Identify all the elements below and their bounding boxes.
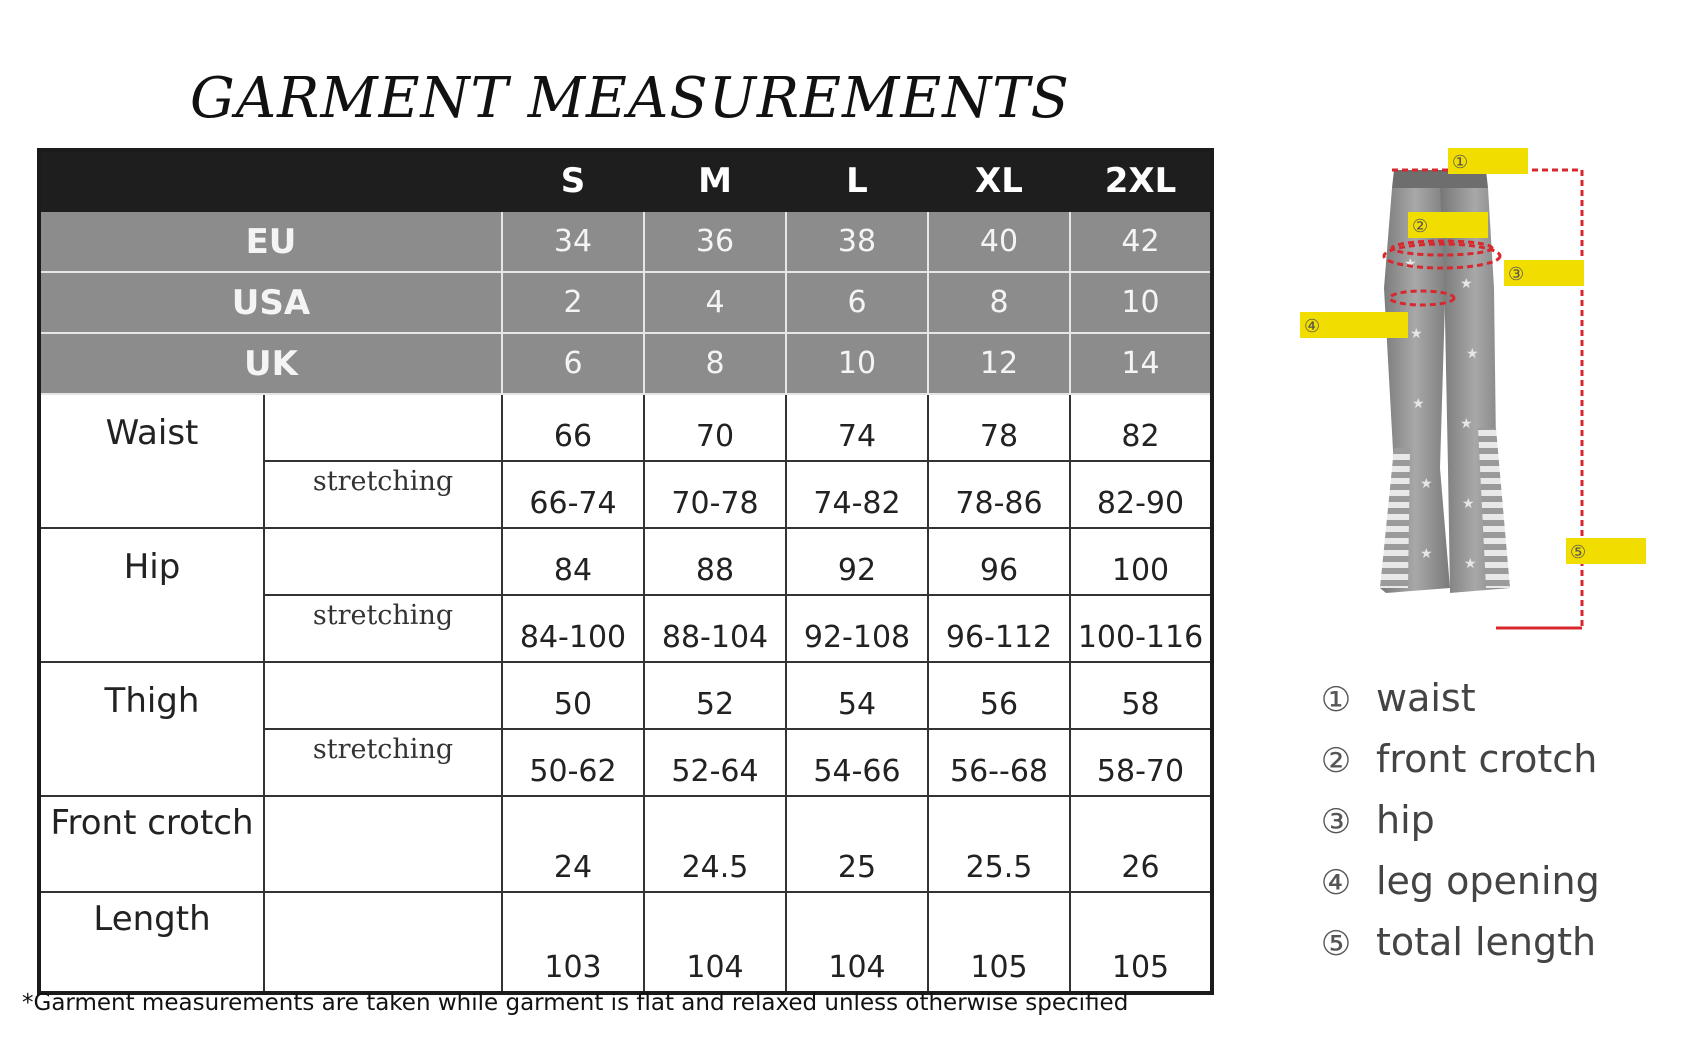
empty-sublabel [264, 796, 502, 892]
length-value: 104 [786, 892, 928, 993]
size-header-s: S [502, 150, 644, 211]
circled-number-4-icon: ④ [1320, 863, 1352, 903]
region-label: USA [39, 272, 502, 333]
size-header-xl: XL [928, 150, 1070, 211]
region-value: 14 [1070, 333, 1212, 394]
region-value: 42 [1070, 211, 1212, 272]
length-row [39, 892, 1212, 993]
star-icon: ★ [1412, 396, 1425, 412]
thigh-stretch-value: 52-64 [644, 729, 786, 796]
circled-number-2-icon: ② [1320, 741, 1352, 781]
region-value: 40 [928, 211, 1070, 272]
waist-row [39, 394, 1212, 461]
length-value: 105 [1070, 892, 1212, 993]
jeans-diagram [1300, 148, 1700, 648]
waist-stretch-value: 82-90 [1070, 461, 1212, 528]
thigh-stretch-value: 50-62 [502, 729, 644, 796]
region-value: 10 [1070, 272, 1212, 333]
region-row-uk [39, 333, 1212, 394]
hip-stretch-value: 92-108 [786, 595, 928, 662]
star-icon: ★ [1460, 416, 1473, 432]
waist-stretch-value: 70-78 [644, 461, 786, 528]
region-value: 6 [786, 272, 928, 333]
region-row-eu [39, 211, 1212, 272]
waist-stretch-value: 78-86 [928, 461, 1070, 528]
region-row-usa [39, 272, 1212, 333]
waist-stretch-value: 74-82 [786, 461, 928, 528]
size-header-l: L [786, 150, 928, 211]
hip-value: 100 [1070, 528, 1212, 595]
thigh-value: 58 [1070, 662, 1212, 729]
thigh-value: 56 [928, 662, 1070, 729]
region-value: 6 [502, 333, 644, 394]
front-crotch-value: 24 [502, 796, 644, 892]
size-header-2xl: 2XL [1070, 150, 1212, 211]
hip-value: 88 [644, 528, 786, 595]
marker-5 [1566, 538, 1646, 564]
region-value: 8 [644, 333, 786, 394]
empty-sublabel [264, 394, 502, 461]
waist-value: 82 [1070, 394, 1212, 461]
legend-label: front crotch [1376, 737, 1598, 781]
svg-text:①: ① [1452, 152, 1469, 173]
size-header-row [39, 150, 1212, 211]
svg-text:③: ③ [1508, 264, 1525, 285]
marker-1 [1448, 148, 1528, 174]
legend-item [1318, 729, 1600, 790]
circled-number-1-icon: ① [1320, 680, 1352, 720]
region-label: EU [39, 211, 502, 272]
region-value: 2 [502, 272, 644, 333]
front-crotch-value: 24.5 [644, 796, 786, 892]
front-crotch-row [39, 796, 1212, 892]
thigh-value: 54 [786, 662, 928, 729]
empty-sublabel [264, 892, 502, 993]
header-corner [39, 150, 502, 211]
front-crotch-value: 26 [1070, 796, 1212, 892]
hip-value: 84 [502, 528, 644, 595]
legend-label: waist [1376, 676, 1476, 720]
front-crotch-value: 25.5 [928, 796, 1070, 892]
legend-label: leg opening [1376, 859, 1600, 903]
region-value: 4 [644, 272, 786, 333]
thigh-label: Thigh [39, 662, 264, 796]
hip-value: 96 [928, 528, 1070, 595]
legend-label: total length [1376, 920, 1597, 964]
size-header-m: M [644, 150, 786, 211]
page-title: GARMENT MEASUREMENTS [190, 66, 1070, 131]
marker-4 [1300, 312, 1408, 338]
marker-2 [1408, 212, 1488, 238]
region-label: UK [39, 333, 502, 394]
stretching-label: stretching [264, 461, 502, 528]
star-icon: ★ [1420, 546, 1433, 562]
legend-item [1318, 790, 1600, 851]
thigh-stretch-value: 56--68 [928, 729, 1070, 796]
thigh-stretch-value: 58-70 [1070, 729, 1212, 796]
svg-text:②: ② [1412, 216, 1429, 237]
thigh-value: 52 [644, 662, 786, 729]
hip-value: 92 [786, 528, 928, 595]
front-crotch-label: Front crotch [39, 796, 264, 892]
region-value: 12 [928, 333, 1070, 394]
star-icon: ★ [1464, 556, 1477, 572]
svg-text:④: ④ [1304, 316, 1321, 337]
thigh-value: 50 [502, 662, 644, 729]
waist-value: 70 [644, 394, 786, 461]
legend-item [1318, 912, 1600, 973]
diagram-legend [1318, 668, 1600, 973]
hip-label: Hip [39, 528, 264, 662]
svg-text:⑤: ⑤ [1570, 542, 1587, 563]
hip-stretch-value: 96-112 [928, 595, 1070, 662]
region-value: 10 [786, 333, 928, 394]
length-value: 104 [644, 892, 786, 993]
jeans-left-stripe-panel [1380, 448, 1410, 588]
empty-sublabel [264, 528, 502, 595]
hip-row [39, 528, 1212, 595]
star-icon: ★ [1466, 346, 1479, 362]
hip-stretch-value: 100-116 [1070, 595, 1212, 662]
legend-item [1318, 668, 1600, 729]
thigh-row [39, 662, 1212, 729]
size-chart-table [37, 148, 1214, 995]
star-icon: ★ [1420, 476, 1433, 492]
legend-item [1318, 851, 1600, 912]
thigh-stretch-value: 54-66 [786, 729, 928, 796]
hip-stretch-value: 88-104 [644, 595, 786, 662]
region-value: 8 [928, 272, 1070, 333]
footnote: *Garment measurements are taken while garment is flat and relaxed unless otherwise specified [22, 990, 1129, 1016]
waist-label: Waist [39, 394, 264, 528]
front-crotch-value: 25 [786, 796, 928, 892]
star-icon: ★ [1410, 326, 1423, 342]
length-value: 103 [502, 892, 644, 993]
circled-number-3-icon: ③ [1320, 802, 1352, 842]
star-icon: ★ [1460, 276, 1473, 292]
waist-value: 66 [502, 394, 644, 461]
stretching-label: stretching [264, 595, 502, 662]
waist-value: 74 [786, 394, 928, 461]
length-label: Length [39, 892, 264, 993]
stretching-label: stretching [264, 729, 502, 796]
waist-stretch-value: 66-74 [502, 461, 644, 528]
length-value: 105 [928, 892, 1070, 993]
star-icon: ★ [1404, 256, 1417, 272]
region-value: 36 [644, 211, 786, 272]
marker-3 [1504, 260, 1584, 286]
empty-sublabel [264, 662, 502, 729]
star-icon: ★ [1462, 496, 1475, 512]
region-value: 34 [502, 211, 644, 272]
waist-value: 78 [928, 394, 1070, 461]
legend-label: hip [1376, 798, 1435, 842]
hip-stretch-value: 84-100 [502, 595, 644, 662]
circled-number-5-icon: ⑤ [1320, 924, 1352, 964]
region-value: 38 [786, 211, 928, 272]
